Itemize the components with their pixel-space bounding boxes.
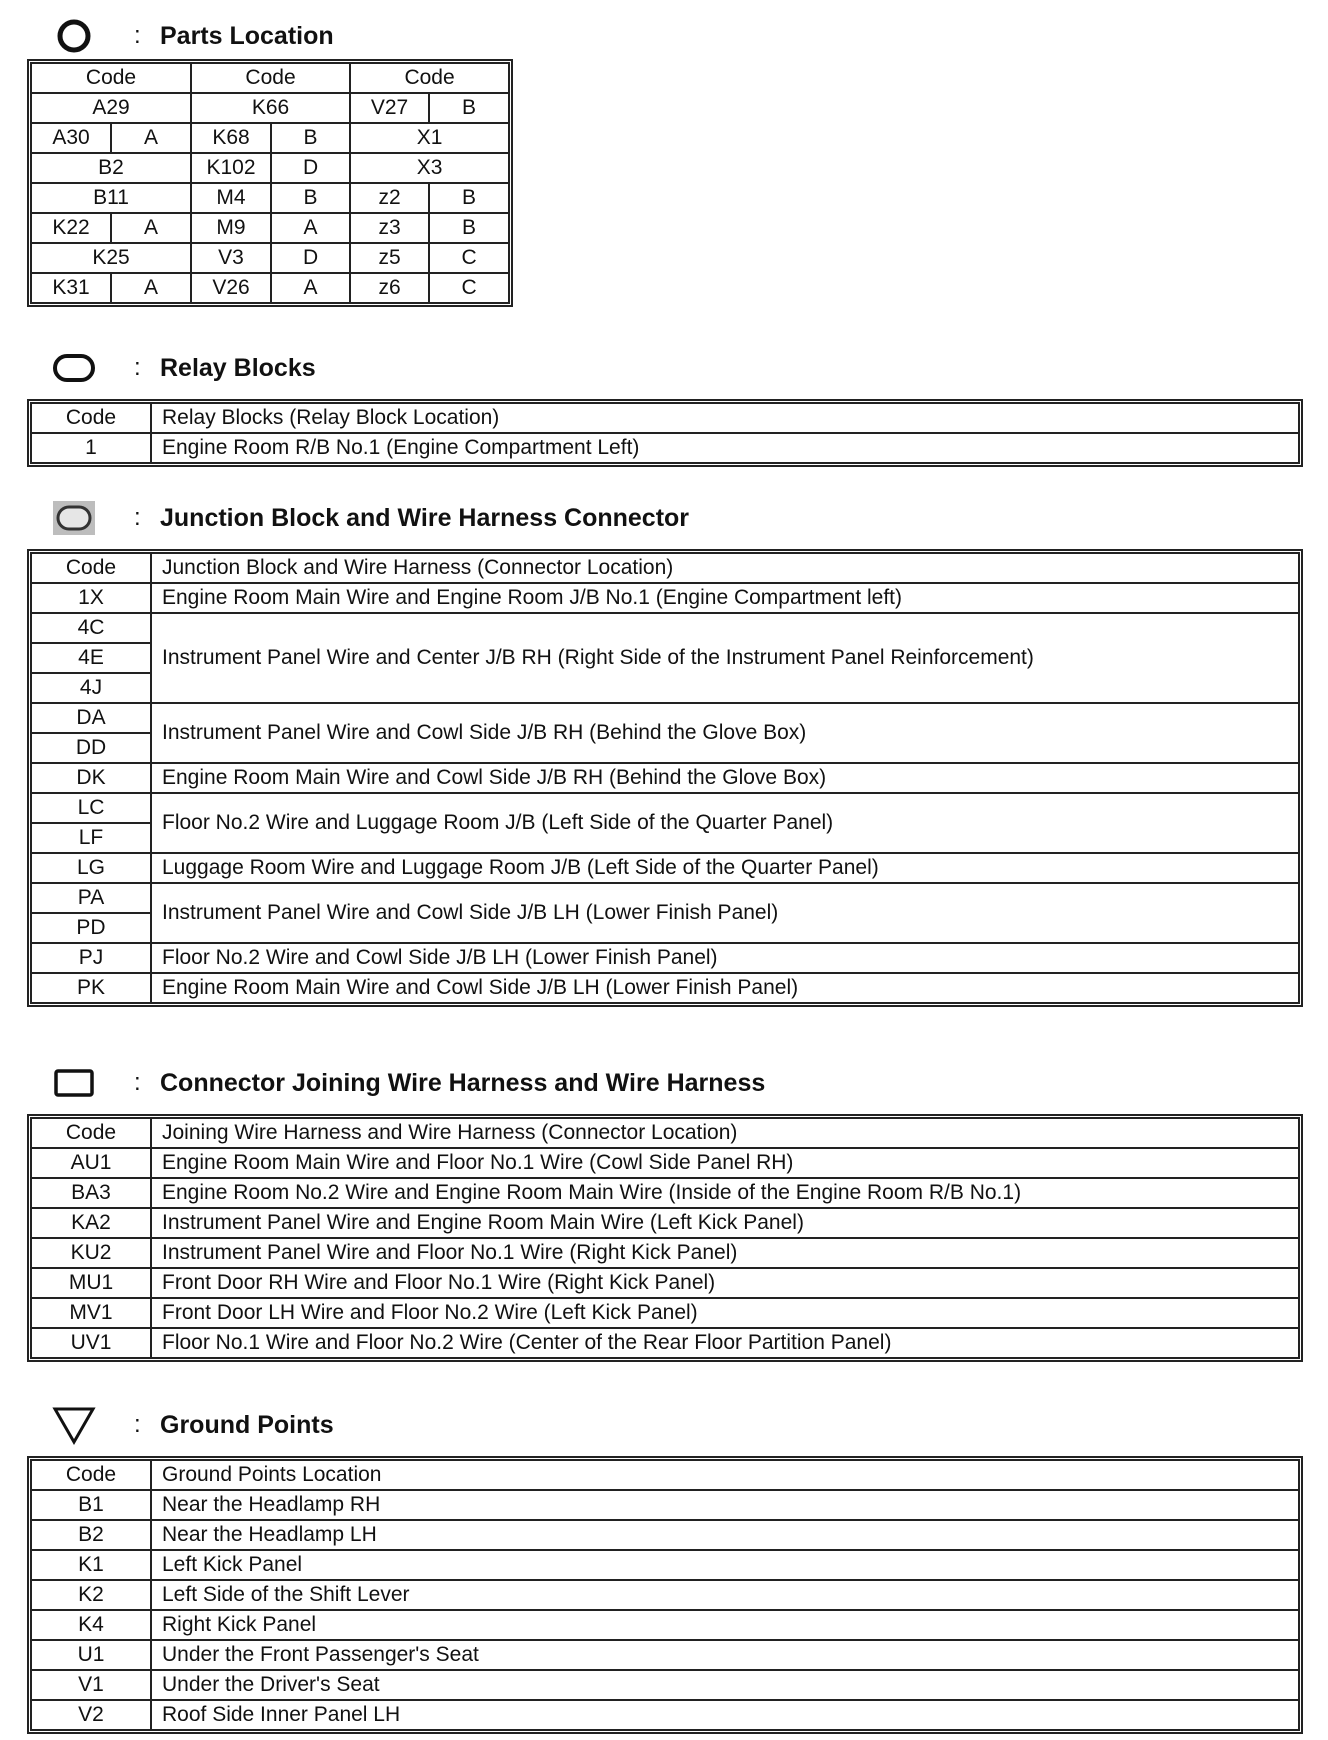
code-cell: V27 (350, 93, 429, 123)
oval-symbol-icon (52, 348, 96, 388)
code-cell: KU2 (31, 1238, 151, 1268)
table-row (31, 973, 1299, 1003)
location-cell: Engine Room Main Wire and Floor No.1 Wire (Cowl Side Panel RH) (151, 1148, 1299, 1178)
heading-colon: : (134, 1069, 141, 1096)
code-cell: DA (31, 703, 151, 733)
location-cell: Left Kick Panel (151, 1550, 1299, 1580)
table-header-row (31, 1460, 1299, 1490)
table-row (31, 853, 1299, 883)
code-cell: 4E (31, 643, 151, 673)
location-cell: Instrument Panel Wire and Engine Room Main Wire (Left Kick Panel) (151, 1208, 1299, 1238)
junction-block-table (30, 552, 1300, 1004)
table-row (31, 943, 1299, 973)
table-row (31, 1298, 1299, 1328)
relay-blocks-heading (52, 348, 316, 388)
code-cell: K25 (31, 243, 191, 273)
rectangle-symbol-icon (52, 1063, 96, 1103)
code-cell: AU1 (31, 1148, 151, 1178)
code-cell: PD (31, 913, 151, 943)
table-row (31, 183, 509, 213)
junction-block-heading (52, 498, 689, 538)
location-cell: Engine Room R/B No.1 (Engine Compartment Left) (151, 433, 1299, 463)
table-row (31, 613, 1299, 643)
parts-location-title: Parts Location (160, 21, 334, 50)
code-cell: K1 (31, 1550, 151, 1580)
heading-colon: : (134, 1411, 141, 1438)
table-row (31, 273, 509, 303)
code-cell: B11 (31, 183, 191, 213)
heading-colon: : (134, 22, 141, 49)
code-cell: A (271, 273, 350, 303)
code-cell: UV1 (31, 1328, 151, 1358)
table-row (31, 213, 509, 243)
header-cell-code: Code (31, 403, 151, 433)
code-cell: z3 (350, 213, 429, 243)
code-cell: B (429, 93, 509, 123)
location-cell: Engine Room No.2 Wire and Engine Room Main Wire (Inside of the Engine Room R/B No.1) (151, 1178, 1299, 1208)
code-cell: KA2 (31, 1208, 151, 1238)
relay-blocks-table (30, 402, 1300, 464)
table-row (31, 1208, 1299, 1238)
heading-colon: : (134, 354, 141, 381)
code-cell: K66 (191, 93, 350, 123)
location-cell: Engine Room Main Wire and Cowl Side J/B RH (Behind the Glove Box) (151, 763, 1299, 793)
code-cell: LF (31, 823, 151, 853)
location-cell: Near the Headlamp LH (151, 1520, 1299, 1550)
location-cell: Front Door LH Wire and Floor No.2 Wire (Left Kick Panel) (151, 1298, 1299, 1328)
parts-location-heading (52, 16, 334, 56)
code-cell: M9 (191, 213, 271, 243)
code-cell: A29 (31, 93, 191, 123)
code-cell: B (271, 123, 350, 153)
code-cell: A (111, 213, 191, 243)
table-row (31, 1238, 1299, 1268)
location-cell: Instrument Panel Wire and Cowl Side J/B RH (Behind the Glove Box) (151, 703, 1299, 763)
shaded-oval-symbol-icon (52, 498, 96, 538)
connector-joining-title: Connector Joining Wire Harness and Wire Harness (160, 1068, 766, 1097)
code-cell: K102 (191, 153, 271, 183)
table-row (31, 433, 1299, 463)
code-cell: DD (31, 733, 151, 763)
location-cell: Right Kick Panel (151, 1610, 1299, 1640)
location-cell: Front Door RH Wire and Floor No.1 Wire (Right Kick Panel) (151, 1268, 1299, 1298)
code-cell: A (111, 123, 191, 153)
ground-points-title: Ground Points (160, 1410, 334, 1439)
header-cell-location: Relay Blocks (Relay Block Location) (151, 403, 1299, 433)
header-cell-code: Code (31, 553, 151, 583)
table-header-row (31, 63, 509, 93)
triangle-symbol-icon (52, 1405, 96, 1445)
code-cell: V3 (191, 243, 271, 273)
code-cell: B (271, 183, 350, 213)
header-cell-code: Code (191, 63, 350, 93)
header-cell-code: Code (31, 1118, 151, 1148)
code-cell: 4C (31, 613, 151, 643)
code-cell: PA (31, 883, 151, 913)
table-row (31, 123, 509, 153)
header-cell-location: Ground Points Location (151, 1460, 1299, 1490)
header-cell-code: Code (31, 63, 191, 93)
code-cell: M4 (191, 183, 271, 213)
code-cell: z6 (350, 273, 429, 303)
table-header-row (31, 403, 1299, 433)
code-cell: A30 (31, 123, 111, 153)
table-row (31, 703, 1299, 733)
table-row (31, 153, 509, 183)
location-cell: Engine Room Main Wire and Cowl Side J/B LH (Lower Finish Panel) (151, 973, 1299, 1003)
code-cell: K22 (31, 213, 111, 243)
header-cell-location: Joining Wire Harness and Wire Harness (Connector Location) (151, 1118, 1299, 1148)
code-cell: B (429, 213, 509, 243)
code-cell: K31 (31, 273, 111, 303)
relay-blocks-title: Relay Blocks (160, 353, 316, 382)
code-cell: z5 (350, 243, 429, 273)
location-cell: Under the Driver's Seat (151, 1670, 1299, 1700)
table-row (31, 1490, 1299, 1520)
table-row (31, 763, 1299, 793)
table-header-row (31, 1118, 1299, 1148)
code-cell: B1 (31, 1490, 151, 1520)
code-cell: MU1 (31, 1268, 151, 1298)
code-cell: U1 (31, 1640, 151, 1670)
code-cell: D (271, 153, 350, 183)
code-cell: A (271, 213, 350, 243)
table-row (31, 793, 1299, 823)
table-row (31, 1178, 1299, 1208)
code-cell: LC (31, 793, 151, 823)
ground-points-heading (52, 1405, 334, 1445)
code-cell: V26 (191, 273, 271, 303)
location-cell: Floor No.2 Wire and Cowl Side J/B LH (Lower Finish Panel) (151, 943, 1299, 973)
code-cell: A (111, 273, 191, 303)
location-cell: Instrument Panel Wire and Floor No.1 Wire (Right Kick Panel) (151, 1238, 1299, 1268)
header-cell-code: Code (350, 63, 509, 93)
table-row (31, 1670, 1299, 1700)
table-row (31, 1268, 1299, 1298)
location-cell: Under the Front Passenger's Seat (151, 1640, 1299, 1670)
connector-joining-heading (52, 1063, 765, 1103)
code-cell: MV1 (31, 1298, 151, 1328)
code-cell: BA3 (31, 1178, 151, 1208)
location-cell: Roof Side Inner Panel LH (151, 1700, 1299, 1730)
code-cell: B2 (31, 153, 191, 183)
table-row (31, 243, 509, 273)
heading-colon: : (134, 504, 141, 531)
location-cell: Floor No.2 Wire and Luggage Room J/B (Left Side of the Quarter Panel) (151, 793, 1299, 853)
table-row (31, 1700, 1299, 1730)
table-row (31, 1640, 1299, 1670)
code-cell: LG (31, 853, 151, 883)
code-cell: 1X (31, 583, 151, 613)
table-header-row (31, 553, 1299, 583)
table-row (31, 583, 1299, 613)
code-cell: PK (31, 973, 151, 1003)
circle-symbol-icon (52, 16, 96, 56)
location-cell: Floor No.1 Wire and Floor No.2 Wire (Center of the Rear Floor Partition Panel) (151, 1328, 1299, 1358)
code-cell: B2 (31, 1520, 151, 1550)
location-cell: Near the Headlamp RH (151, 1490, 1299, 1520)
code-cell: X3 (350, 153, 509, 183)
header-cell-location: Junction Block and Wire Harness (Connector Location) (151, 553, 1299, 583)
header-cell-code: Code (31, 1460, 151, 1490)
code-cell: C (429, 273, 509, 303)
table-row (31, 883, 1299, 913)
table-row (31, 1328, 1299, 1358)
connector-joining-table (30, 1117, 1300, 1359)
parts-location-table (30, 62, 510, 304)
code-cell: PJ (31, 943, 151, 973)
location-cell: Instrument Panel Wire and Cowl Side J/B LH (Lower Finish Panel) (151, 883, 1299, 943)
code-cell: X1 (350, 123, 509, 153)
location-cell: Engine Room Main Wire and Engine Room J/B No.1 (Engine Compartment left) (151, 583, 1299, 613)
table-row (31, 1148, 1299, 1178)
location-cell: Instrument Panel Wire and Center J/B RH (Right Side of the Instrument Panel Reinforcement) (151, 613, 1299, 703)
ground-points-table (30, 1459, 1300, 1731)
table-row (31, 1550, 1299, 1580)
table-row (31, 93, 509, 123)
code-cell: DK (31, 763, 151, 793)
location-cell: Luggage Room Wire and Luggage Room J/B (Left Side of the Quarter Panel) (151, 853, 1299, 883)
code-cell: K68 (191, 123, 271, 153)
code-cell: C (429, 243, 509, 273)
code-cell: 4J (31, 673, 151, 703)
table-row (31, 1580, 1299, 1610)
code-cell: V1 (31, 1670, 151, 1700)
code-cell: K4 (31, 1610, 151, 1640)
code-cell: V2 (31, 1700, 151, 1730)
code-cell: D (271, 243, 350, 273)
junction-block-title: Junction Block and Wire Harness Connector (160, 503, 690, 532)
table-row (31, 1610, 1299, 1640)
location-cell: Left Side of the Shift Lever (151, 1580, 1299, 1610)
code-cell: z2 (350, 183, 429, 213)
code-cell: K2 (31, 1580, 151, 1610)
code-cell: B (429, 183, 509, 213)
table-row (31, 1520, 1299, 1550)
code-cell: 1 (31, 433, 151, 463)
